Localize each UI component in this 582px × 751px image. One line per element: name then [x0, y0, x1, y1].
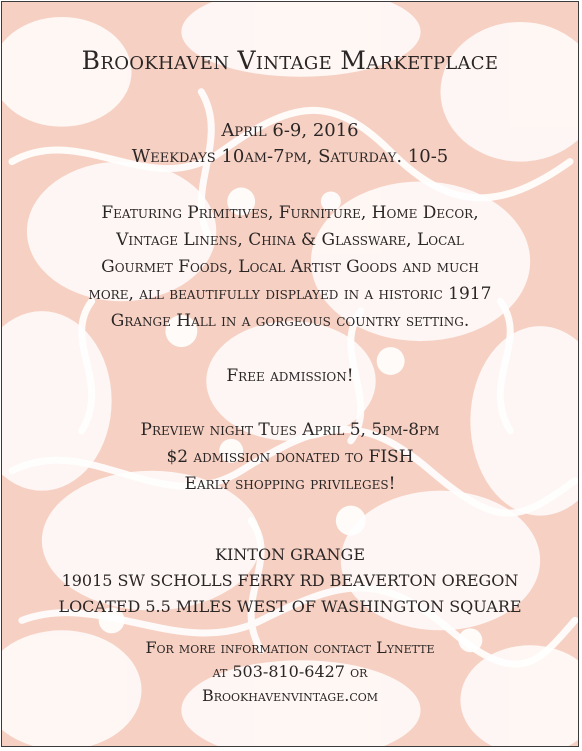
event-title: Brookhaven Vintage Marketplace: [81, 46, 499, 75]
venue-name: KINTON GRANGE: [215, 545, 365, 564]
event-dates: April 6-9, 2016: [221, 120, 359, 141]
description-line-1: Featuring Primitives, Furniture, Home Decor,: [101, 203, 479, 223]
contact-phone: at 503-810-6427 or: [212, 662, 368, 681]
preview-line-2: $2 admission donated to FISH: [166, 447, 414, 467]
contact-line-1: For more information contact Lynette: [145, 638, 435, 657]
description-line-5: Grange Hall in a gorgeous country setting.: [110, 311, 470, 331]
admission-note: Free admission!: [226, 366, 354, 386]
venue-address: 19015 SW SCHOLLS FERRY RD BEAVERTON OREGON: [61, 571, 519, 590]
preview-line-1: Preview night Tues April 5, 5pm-8pm: [140, 420, 440, 440]
event-hours: Weekdays 10am-7pm, Saturday. 10-5: [131, 146, 449, 167]
preview-line-3: Early shopping privileges!: [184, 474, 396, 494]
venue-directions: LOCATED 5.5 MILES WEST OF WASHINGTON SQUARE: [58, 597, 522, 616]
flyer: [1, 1, 579, 747]
description-line-3: Gourmet Foods, Local Artist Goods and much: [101, 257, 479, 277]
description-line-4: more, all beautifully displayed in a historic 1917: [88, 284, 492, 304]
contact-website: Brookhavenvintage.com: [201, 686, 379, 705]
description-line-2: Vintage Linens, China & Glassware, Local: [116, 230, 464, 250]
